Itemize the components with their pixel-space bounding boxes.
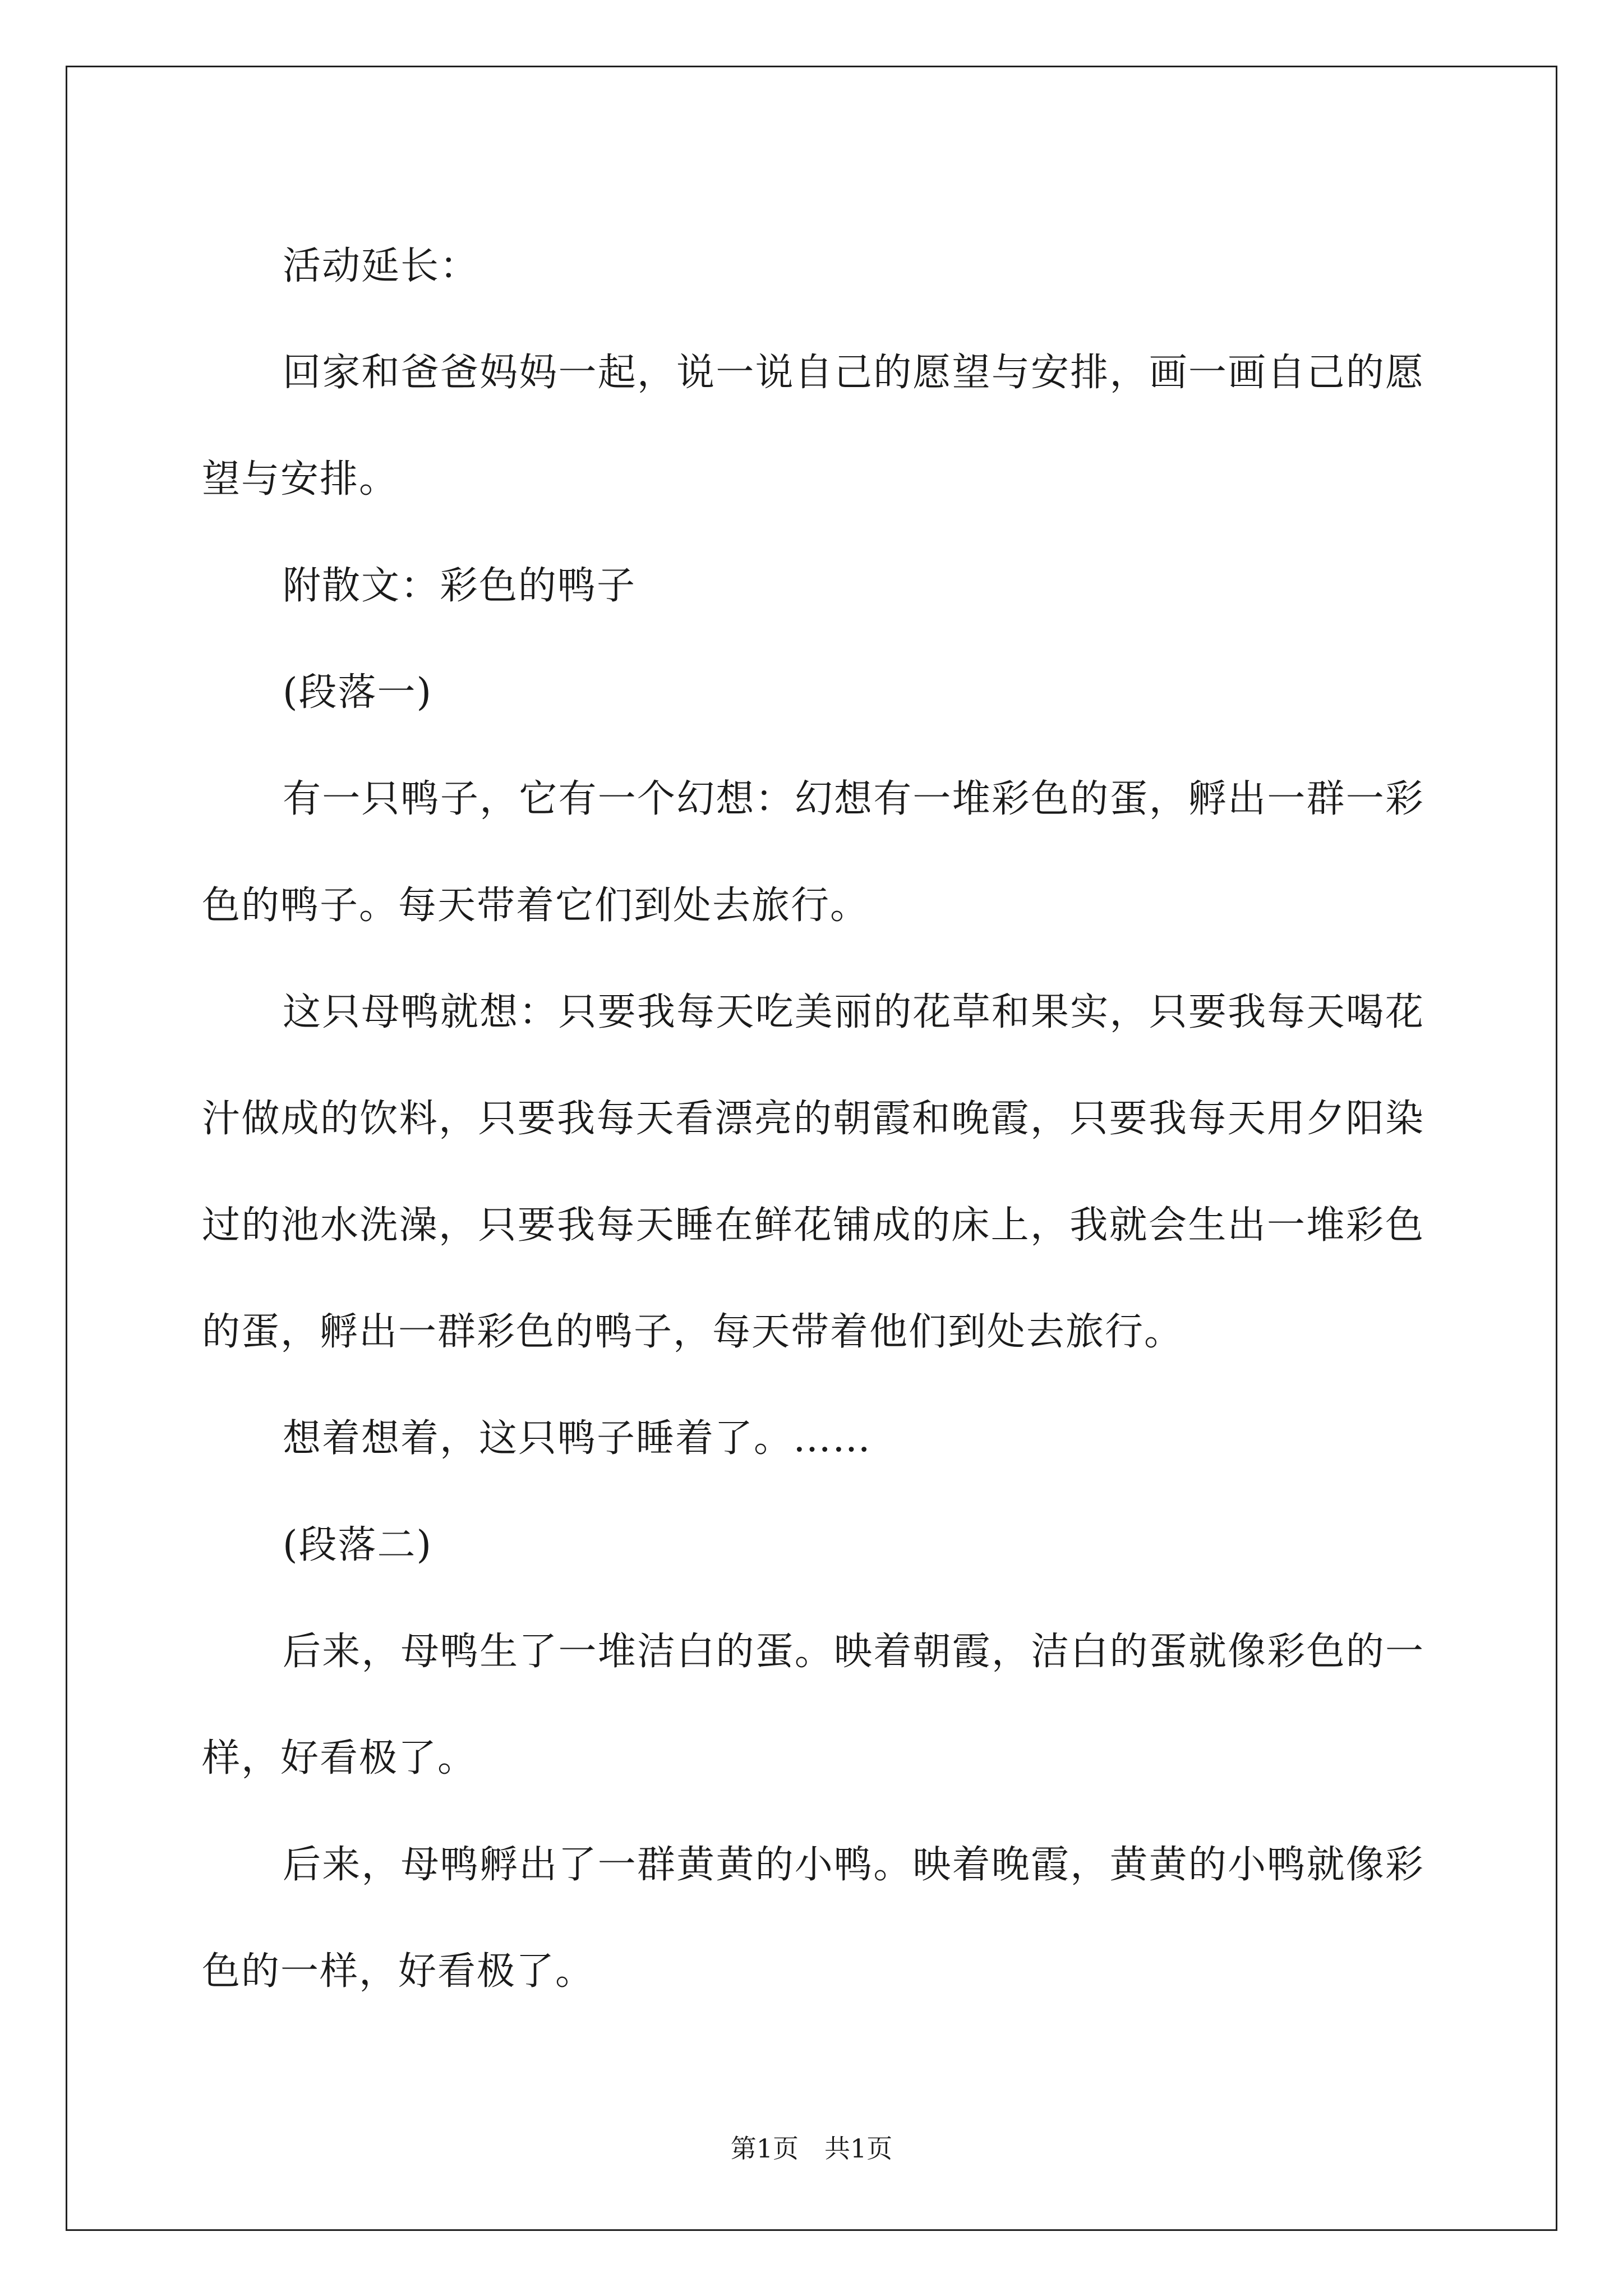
paragraph-section-two-label: (段落二) (283, 1523, 433, 1567)
paragraph-duck-dream: 有一只鸭子，它有一个幻想：幻想有一堆彩色的蛋，孵出一群一彩色的鸭子。每天带着它们到处去旅行。 (202, 777, 1424, 928)
document-body (202, 213, 1424, 2025)
page-number-current: 第1页 (730, 2133, 799, 2164)
paragraph-home-task: 回家和爸爸妈妈一起，说一说自己的愿望与安排，画一画自己的愿望与安排。 (202, 351, 1424, 501)
paragraph-duck-asleep: 想着想着，这只鸭子睡着了。…… (283, 1416, 872, 1461)
paragraph-activity-extension: 活动延长： (283, 244, 479, 288)
paragraph-white-eggs: 后来，母鸭生了一堆洁白的蛋。映着朝霞，洁白的蛋就像彩色的一样，好看极了。 (202, 1630, 1424, 1780)
paragraph-appendix-title: 附散文：彩色的鸭子 (283, 564, 637, 608)
paragraph-yellow-ducklings: 后来，母鸭孵出了一群黄黄的小鸭。映着晚霞，黄黄的小鸭就像彩色的一样，好看极了。 (202, 1843, 1424, 1994)
paragraph-mother-duck-thoughts: 这只母鸭就想：只要我每天吃美丽的花草和果实，只要我每天喝花汁做成的饮料，只要我每天看漂亮的朝霞和晚霞，只要我每天用夕阳染过的池水洗澡，只要我每天睡在鲜花铺成的床上，我就会生出一堆彩色的蛋，孵出一群彩色的鸭子，每天带着他们到处去旅行。 (202, 990, 1424, 1354)
page-footer (0, 2132, 1623, 2165)
page-number-total: 共1页 (824, 2133, 893, 2164)
paragraph-section-one-label: (段落一) (283, 670, 433, 715)
